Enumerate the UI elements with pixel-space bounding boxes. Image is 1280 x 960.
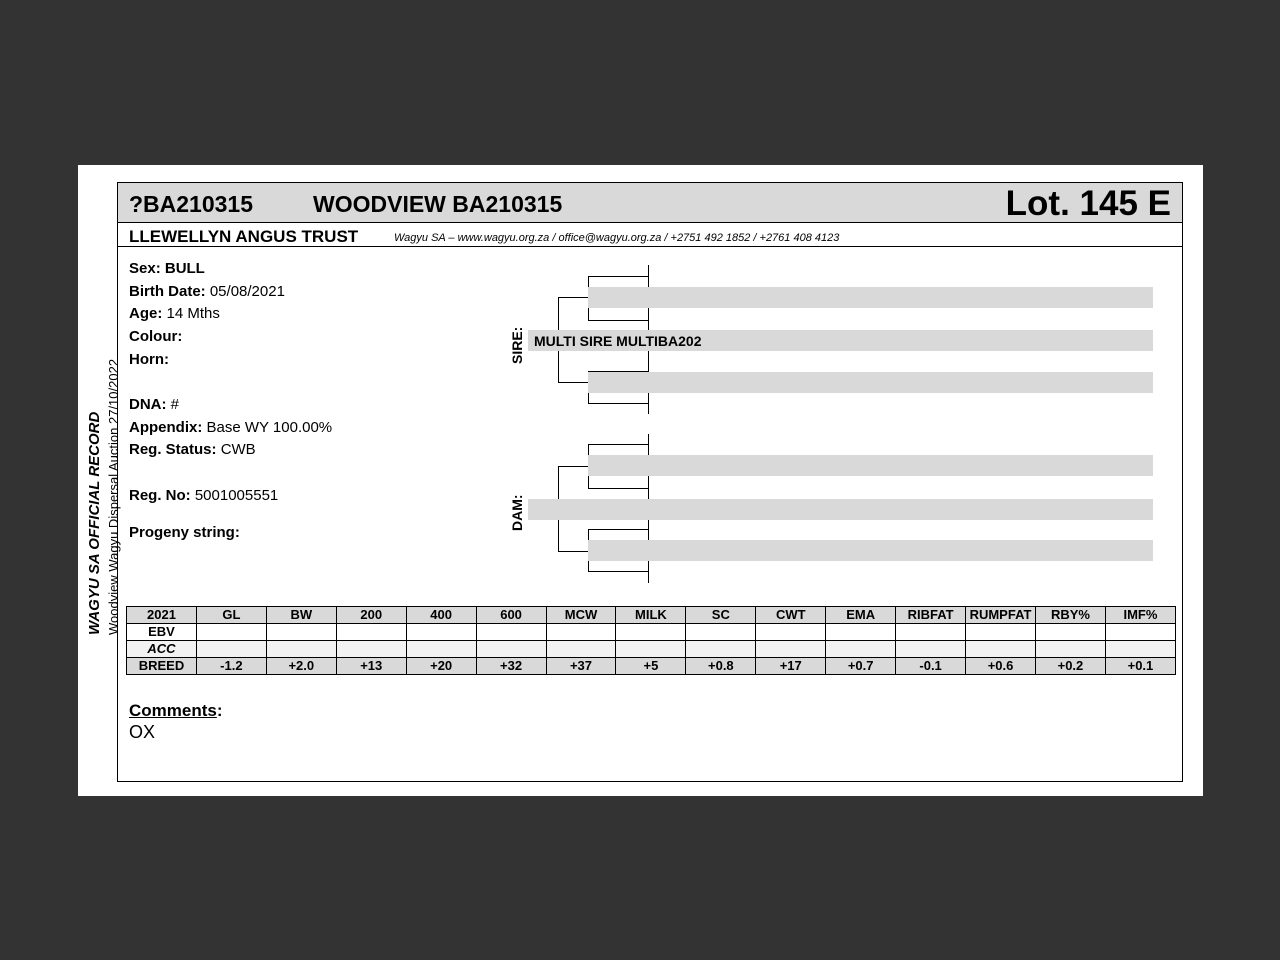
- ebv-cell: [896, 624, 966, 641]
- ebv-cell: EBV: [127, 624, 197, 641]
- ebv-header-cell: RIBFAT: [896, 607, 966, 624]
- dam-bracket-line: [588, 571, 648, 572]
- dam-bracket-line: [558, 466, 588, 467]
- reg-no-row: [129, 487, 278, 505]
- sex-value: BULL: [164, 260, 205, 277]
- ebv-header-cell: RBY%: [1035, 607, 1105, 624]
- contact-line: Wagyu SA – www.wagyu.org.za / office@wagyu.org.za / +2751 492 1852 / +2761 408 4123: [394, 232, 840, 244]
- comments-text: OX: [129, 722, 156, 742]
- ebv-header-cell: 600: [476, 607, 546, 624]
- ebv-header-cell: MILK: [616, 607, 686, 624]
- dna-label: DNA:: [129, 396, 167, 413]
- card-header: [118, 183, 1182, 223]
- ebv-table: [126, 606, 1176, 675]
- colour-label: Colour:: [129, 328, 183, 345]
- reg-no-value: 5001005551: [194, 487, 279, 504]
- sire-label: SIRE:: [509, 326, 525, 364]
- dam-label: DAM:: [509, 494, 525, 531]
- dna-value: #: [170, 396, 180, 413]
- owner-name: LLEWELLYN ANGUS TRUST: [129, 227, 359, 246]
- breed-cell: -0.1: [896, 658, 966, 675]
- acc-cell: [546, 641, 616, 658]
- age-row: [129, 305, 220, 323]
- breed-cell: +0.6: [966, 658, 1036, 675]
- breed-cell: +0.1: [1105, 658, 1175, 675]
- ebv-cell: [686, 624, 756, 641]
- breed-cell: +0.2: [1035, 658, 1105, 675]
- dam-bracket-line: [588, 488, 648, 489]
- dam-bracket-line: [588, 444, 648, 445]
- side-caption: [86, 335, 121, 635]
- sire-bracket-line: [588, 276, 648, 277]
- breed-cell: +32: [476, 658, 546, 675]
- ebv-cell: [826, 624, 896, 641]
- breed-cell: -1.2: [196, 658, 266, 675]
- sire-bracket-line: [558, 382, 588, 383]
- ebv-header-cell: 200: [336, 607, 406, 624]
- ebv-cell: [756, 624, 826, 641]
- age-label: Age:: [129, 305, 163, 322]
- ebv-header-row: [127, 607, 1176, 624]
- appendix-label: Appendix:: [129, 419, 203, 436]
- acc-cell: ACC: [127, 641, 197, 658]
- acc-cell: [406, 641, 476, 658]
- breed-cell: +0.8: [686, 658, 756, 675]
- dam-bracket-line: [588, 529, 648, 530]
- comments-label: Comments: [129, 701, 217, 720]
- dam-bracket-line: [558, 551, 588, 552]
- lot-number: Lot. 145 E: [1005, 184, 1171, 223]
- ebv-cell: [336, 624, 406, 641]
- age-value: 14 Mths: [166, 305, 220, 322]
- acc-cell: [196, 641, 266, 658]
- breed-cell: +17: [756, 658, 826, 675]
- horn-label: Horn:: [129, 351, 169, 368]
- reg-status-row: [129, 441, 256, 459]
- sire-bracket-line: [558, 297, 588, 298]
- acc-row: [127, 641, 1176, 658]
- dam-sire-bar: [588, 455, 1153, 476]
- acc-cell: [476, 641, 546, 658]
- ebv-header-cell: EMA: [826, 607, 896, 624]
- sire-bar: [528, 330, 1153, 351]
- ebv-header-cell: BW: [266, 607, 336, 624]
- breed-cell: +2.0: [266, 658, 336, 675]
- acc-cell: [896, 641, 966, 658]
- appendix-row: [129, 419, 332, 437]
- auction-caption: Woodview Wagyu Dispersal Auction 27/10/2022: [106, 358, 121, 635]
- progeny-label: Progeny string:: [129, 524, 240, 541]
- acc-cell: [616, 641, 686, 658]
- acc-cell: [686, 641, 756, 658]
- ebv-header-cell: 400: [406, 607, 476, 624]
- acc-cell: [966, 641, 1036, 658]
- reg-no-label: Reg. No:: [129, 487, 191, 504]
- ebv-header-cell: MCW: [546, 607, 616, 624]
- ebv-cell: [546, 624, 616, 641]
- animal-name: WOODVIEW BA210315: [313, 191, 563, 217]
- colour-row: [129, 328, 182, 346]
- ebv-row: [127, 624, 1176, 641]
- sex-row: [129, 260, 205, 278]
- appendix-value: Base WY 100.00%: [206, 419, 333, 436]
- breed-cell: +0.7: [826, 658, 896, 675]
- ebv-cell: [406, 624, 476, 641]
- ebv-header-cell: 2021: [127, 607, 197, 624]
- sire-name: MULTI SIRE MULTIBA202: [534, 333, 702, 349]
- ebv-header-cell: SC: [686, 607, 756, 624]
- progeny-row: [129, 524, 240, 542]
- ebv-cell: [266, 624, 336, 641]
- acc-cell: [336, 641, 406, 658]
- card-subheader: [118, 223, 1182, 247]
- dna-row: [129, 396, 179, 414]
- ebv-header-cell: RUMPFAT: [966, 607, 1036, 624]
- acc-cell: [1105, 641, 1175, 658]
- ebv-cell: [1105, 624, 1175, 641]
- dam-dam-bar: [588, 540, 1153, 561]
- breed-cell: +20: [406, 658, 476, 675]
- dam-bar: [528, 499, 1153, 520]
- breed-row: [127, 658, 1176, 675]
- horn-row: [129, 351, 169, 369]
- ebv-cell: [966, 624, 1036, 641]
- acc-cell: [1035, 641, 1105, 658]
- comments-heading: Comments:: [129, 701, 223, 720]
- acc-cell: [826, 641, 896, 658]
- ebv-cell: [1035, 624, 1105, 641]
- ebv-cell: [476, 624, 546, 641]
- ebv-header-cell: GL: [196, 607, 266, 624]
- sire-bracket-line: [588, 320, 648, 321]
- birth-label: Birth Date:: [129, 283, 206, 300]
- sire-dam-bar: [588, 372, 1153, 393]
- sire-bracket-line: [588, 403, 648, 404]
- breed-cell: +13: [336, 658, 406, 675]
- acc-cell: [266, 641, 336, 658]
- acc-cell: [756, 641, 826, 658]
- ebv-cell: [616, 624, 686, 641]
- animal-code: ?BA210315: [129, 191, 254, 217]
- breed-cell: +5: [616, 658, 686, 675]
- animal-card: [117, 182, 1183, 782]
- breed-cell: BREED: [127, 658, 197, 675]
- official-record-caption: WAGYU SA OFFICIAL RECORD: [86, 411, 103, 635]
- ebv-header-cell: IMF%: [1105, 607, 1175, 624]
- birth-row: [129, 283, 285, 301]
- reg-status-value: CWB: [220, 441, 256, 458]
- reg-status-label: Reg. Status:: [129, 441, 217, 458]
- birth-value: 05/08/2021: [209, 283, 285, 300]
- sire-sire-bar: [588, 287, 1153, 308]
- ebv-header-cell: CWT: [756, 607, 826, 624]
- ebv-cell: [196, 624, 266, 641]
- sex-label: Sex:: [129, 260, 161, 277]
- breed-cell: +37: [546, 658, 616, 675]
